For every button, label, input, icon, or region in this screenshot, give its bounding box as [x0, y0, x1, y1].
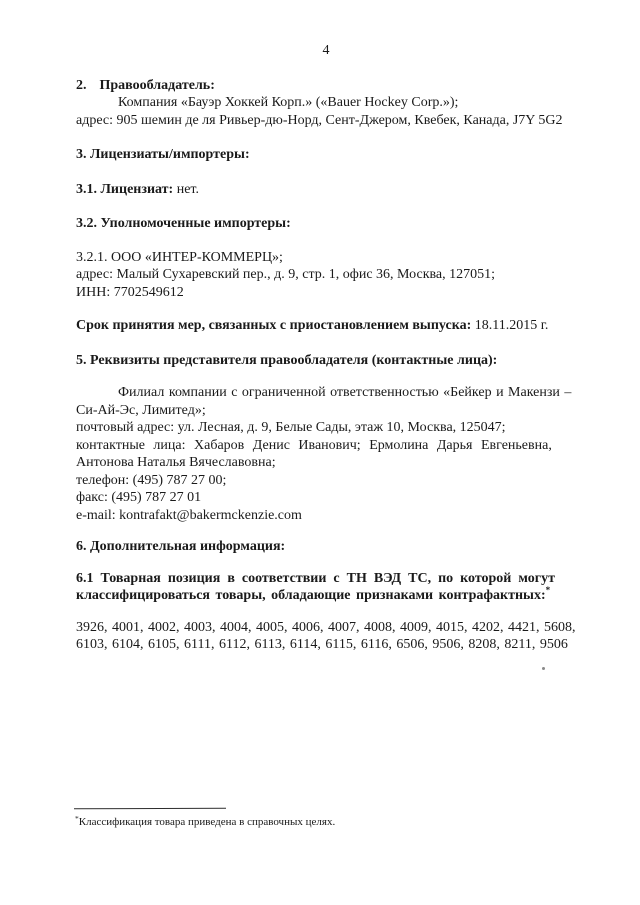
- representative-contacts-line2: Антонова Наталья Вячеславовна;: [76, 455, 276, 470]
- licensee-value: нет.: [176, 181, 199, 197]
- section-2-number: 2.: [76, 77, 87, 93]
- representative-name-line2: Си-Ай-Эс, Лимитед»;: [76, 402, 206, 418]
- suspension-term-line: [76, 317, 576, 335]
- section-5-heading: 5. Реквизиты представителя правообладателя (контактные лица):: [76, 352, 498, 368]
- page-number: 4: [322, 43, 330, 58]
- footnote-body: Классификация товара приведена в справочных целях.: [78, 816, 336, 828]
- representative-name-line1: Филиал компании с ограниченной ответственностью «Бейкер и Макензи –: [118, 385, 572, 400]
- footnote-marker: *: [75, 814, 79, 823]
- section-3-heading: 3. Лицензиаты/импортеры:: [76, 147, 250, 162]
- section-3-2-heading: 3.2. Уполномоченные импортеры:: [76, 216, 291, 231]
- importer-address: адрес: Малый Сухаревский пер., д. 9, стр. 1, офис 36, Москва, 127051;: [76, 267, 496, 282]
- section-6-heading: 6. Дополнительная информация:: [76, 539, 286, 554]
- tnved-codes-line1: 3926, 4001, 4002, 4003, 4004, 4005, 4006, 4007, 4008, 4009, 4015, 4202, 4421, 5608,: [76, 619, 576, 635]
- representative-postal-address: почтовый адрес: ул. Лесная, д. 9, Белые Сады, этаж 10, Москва, 125047;: [76, 420, 506, 435]
- clause-6-1-line1: 6.1 Товарная позиция в соответствии с ТН ВЭД ТС, по которой могут: [76, 570, 555, 586]
- clause-6-1-line2: [76, 587, 576, 605]
- licensee-label: 3.1. Лицензиат:: [76, 181, 174, 197]
- representative-fax: факс: (495) 787 27 01: [76, 490, 202, 505]
- clause-6-1-line2-text: классифицироваться товары, обладающие признаками контрафактных:: [76, 588, 546, 603]
- importer-name: 3.2.1. ООО «ИНТЕР-КОММЕРЦ»;: [76, 249, 283, 265]
- rightsholder-company: Компания «Бауэр Хоккей Корп.» («Bauer Hockey Corp.»);: [118, 95, 459, 110]
- tnved-codes-line2: 6103, 6104, 6105, 6111, 6112, 6113, 6114, 6115, 6116, 6506, 9506, 8208, 8211, 9506: [76, 637, 568, 652]
- rightsholder-address: адрес: 905 шемин де ля Ривьер-дю-Норд, Сент-Джером, Квебек, Канада, J7Y 5G2: [76, 112, 563, 128]
- representative-email: e-mail: kontrafakt@bakermckenzie.com: [76, 507, 302, 523]
- importer-inn: ИНН: 7702549612: [76, 284, 184, 300]
- representative-phone: телефон: (495) 787 27 00;: [76, 472, 227, 488]
- representative-contacts-line1: контактные лица: Хабаров Денис Иванович; Ермолина Дарья Евгеньевна,: [76, 437, 552, 453]
- suspension-term-value: 18.11.2015 г.: [474, 318, 549, 333]
- document-body: [76, 42, 576, 654]
- footnote-text: [75, 812, 495, 829]
- licensee-line: [76, 181, 576, 199]
- section-2-title: Правообладатель:: [99, 77, 215, 93]
- scan-speck-artifact: [542, 667, 545, 670]
- footnote-marker-inline: *: [545, 585, 551, 595]
- footnote-rule: [74, 808, 226, 810]
- section-2-heading: [76, 77, 576, 95]
- suspension-term-label: Срок принятия мер, связанных с приостановлением выпуска:: [76, 318, 472, 333]
